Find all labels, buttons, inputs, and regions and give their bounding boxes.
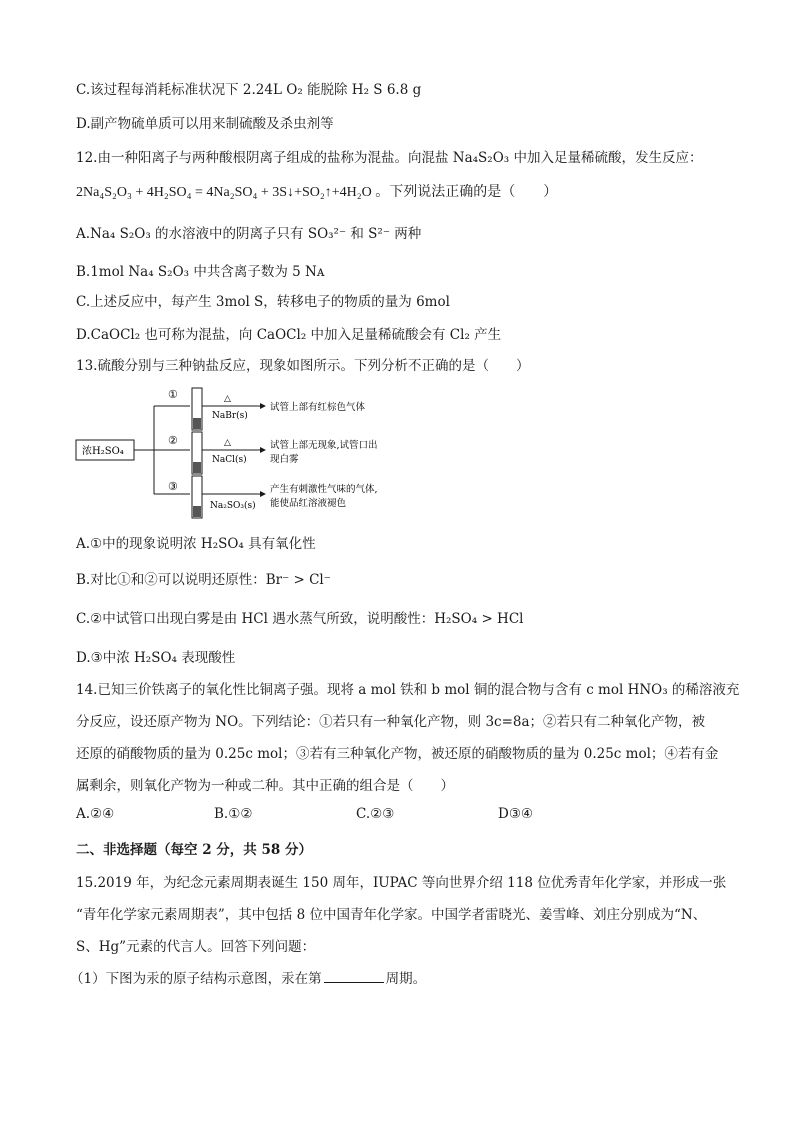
q13-reaction-diagram — [70, 384, 450, 524]
tube-3-observation-line1: 产生有刺激性气味的气体, — [270, 484, 378, 495]
q15-part1-suffix: 周期。 — [385, 971, 427, 987]
q15-stem-line3: S、Hg”元素的代言人。回答下列问题： — [76, 939, 316, 955]
q15-part1-prefix: （1）下图为汞的原子结构示意图，汞在第 — [70, 971, 322, 987]
q12-option-c: C.上述反应中，每产生 3mol S，转移电子的物质的量为 6mol — [76, 294, 450, 310]
q15-part1 — [70, 968, 426, 989]
tube-2-salt: NaCl(s) — [212, 455, 247, 465]
q14-stem-line1: 14.已知三价铁离子的氧化性比铜离子强。现将 a mol 铁和 b mol 铜的混合物与含有 c mol HNO₃ 的稀溶液充 — [76, 682, 740, 698]
q13-stem: 13.硫酸分别与三种钠盐反应，现象如图所示。下列分析不正确的是（ ） — [76, 358, 530, 374]
q13-option-b: B.对比①和②可以说明还原性：Br⁻ > Cl⁻ — [76, 572, 331, 588]
q14-options — [76, 806, 696, 826]
q14-stem-line3: 还原的硝酸物质的量为 0.25c mol；③若有三种氧化产物，被还原的硝酸物质的量为 0.25c mol；④若有金 — [76, 746, 719, 762]
q14-option-b: B.①② — [214, 806, 253, 822]
tube-1-heat-symbol: △ — [224, 394, 231, 404]
q14-stem-line4: 属剩余，则氧化产物为一种或二种。其中正确的组合是（ ） — [76, 778, 454, 794]
tube-1-observation: 试管上部有红棕色气体 — [270, 402, 366, 413]
q12-equation: 2Na₄S₂O₃ + 4H₂SO₄ = 4Na₂SO₄ + 3S↓+SO₂↑+4H₂O 。下列说法正确的是（ ） — [76, 185, 558, 200]
tube-2-number: ② — [168, 434, 178, 447]
tube-2-observation-line2: 现白雾 — [270, 454, 299, 465]
q14-option-a: A.②④ — [76, 806, 115, 822]
q12-option-d: D.CaOCl₂ 也可称为混盐，向 CaOCl₂ 中加入足量稀硫酸会有 Cl₂ 产生 — [76, 327, 502, 343]
section-2-heading: 二、非选择题（每空 2 分，共 58 分） — [76, 842, 312, 858]
test-tube-2 — [168, 432, 378, 474]
tube-1-number: ① — [168, 388, 178, 401]
tube-3-salt: Na₂SO₃(s) — [210, 501, 256, 511]
q15-stem-line2: “青年化学家元素周期表”，其中包括 8 位中国青年化学家。中国学者雷晓光、姜雪峰、刘庄分别成为“N、 — [76, 907, 707, 923]
source-label: 浓H₂SO₄ — [82, 446, 124, 457]
q15-part1-answer-blank[interactable] — [324, 968, 384, 983]
q12-option-a: A.Na₄ S₂O₃ 的水溶液中的阴离子只有 SO₃²⁻ 和 S²⁻ 两种 — [76, 226, 422, 242]
q14-option-c: C.②③ — [356, 806, 395, 822]
tube-3-number: ③ — [168, 480, 178, 493]
q13-option-d: D.③中浓 H₂SO₄ 表现酸性 — [76, 650, 236, 666]
tube-2-heat-symbol: △ — [224, 438, 231, 448]
q14-option-d: D③④ — [498, 806, 534, 822]
q11-option-c: C.该过程每消耗标准状况下 2.24L O₂ 能脱除 H₂ S 6.8 g — [76, 82, 422, 98]
q13-option-c: C.②中试管口出现白雾是由 HCl 遇水蒸气所致，说明酸性：H₂SO₄ > HCl — [76, 611, 524, 627]
q15-stem-line1: 15.2019 年，为纪念元素周期表诞生 150 周年，IUPAC 等向世界介绍 118 位优秀青年化学家，并形成一张 — [76, 875, 727, 891]
q11-option-d: D.副产物硫单质可以用来制硫酸及杀虫剂等 — [76, 116, 334, 132]
test-tube-3 — [168, 476, 378, 518]
tube-1-salt: NaBr(s) — [212, 411, 248, 421]
tube-2-observation-line1: 试管上部无现象,试管口出 — [270, 440, 378, 451]
q14-stem-line2: 分反应，设还原产物为 NO。下列结论：①若只有一种氧化产物，则 3c=8a；②若只有二种氧化产物，被 — [76, 714, 706, 730]
tube-3-observation-line2: 能使品红溶液褪色 — [270, 498, 347, 509]
test-tube-1 — [168, 388, 366, 430]
q13-option-a: A.①中的现象说明浓 H₂SO₄ 具有氧化性 — [76, 536, 316, 552]
q12-option-b: B.1mol Na₄ S₂O₃ 中共含离子数为 5 Nᴀ — [76, 264, 325, 280]
q12-stem: 12.由一种阳离子与两种酸根阴离子组成的盐称为混盐。向混盐 Na₄S₂O₃ 中加入足量稀硫酸，发生反应： — [76, 150, 703, 166]
